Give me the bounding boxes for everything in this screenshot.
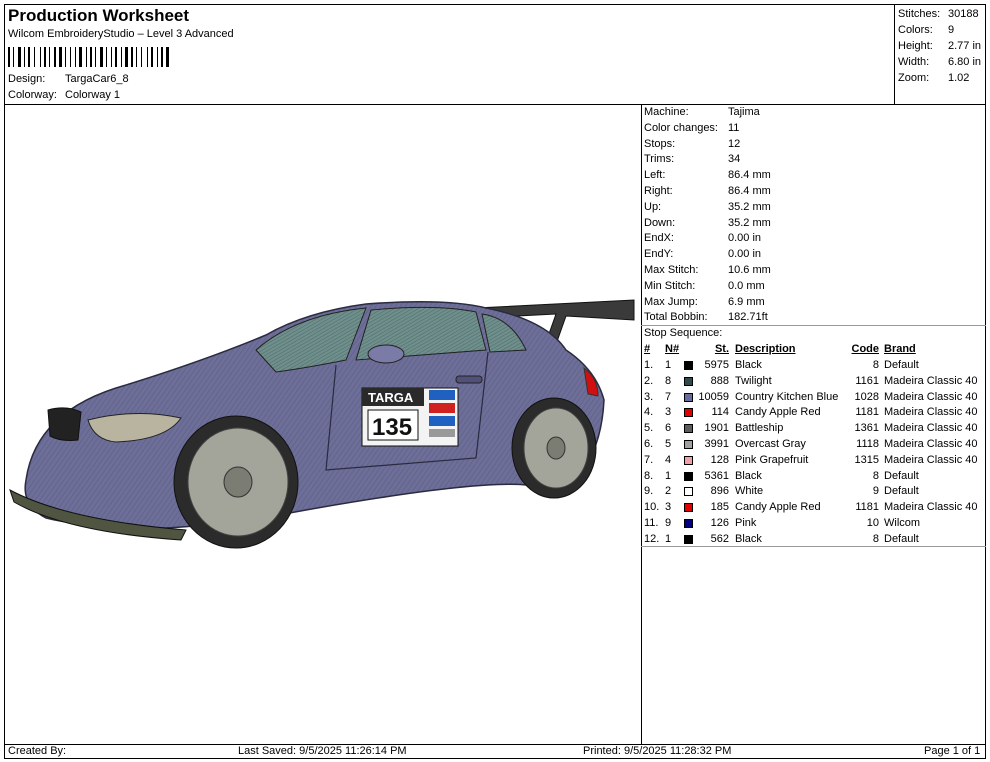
machine-info-label: Min Stitch: <box>644 279 696 292</box>
summary-value: 9 <box>948 24 955 36</box>
software-subtitle: Wilcom EmbroideryStudio – Level 3 Advanced <box>8 28 234 40</box>
cell-n: 8 <box>665 374 672 387</box>
barcode-bar <box>40 47 41 67</box>
color-swatch <box>684 503 693 512</box>
color-swatch <box>684 440 693 449</box>
summary-label: Stitches: <box>898 8 941 20</box>
barcode-bar <box>161 47 163 67</box>
design-label: Design: <box>8 73 46 85</box>
machine-info-label: EndX: <box>644 232 674 245</box>
last-saved: Last Saved: 9/5/2025 11:26:14 PM <box>238 745 407 757</box>
cell-st: 896 <box>710 485 729 498</box>
barcode-bar <box>95 47 96 67</box>
machine-info-label: Total Bobbin: <box>644 311 708 324</box>
cell-brand: Madeira Classic 40 <box>884 422 978 435</box>
cell-code: 1361 <box>854 422 879 435</box>
cell-st: 126 <box>710 517 729 529</box>
cell-brand: Default <box>884 485 919 498</box>
cell-num: 9. <box>644 485 654 498</box>
machine-info-value: 12 <box>728 137 741 150</box>
machine-info-value: 6.9 mm <box>728 295 765 308</box>
colorway-value: Colorway 1 <box>65 89 121 101</box>
machine-info-label: Trims: <box>644 153 675 166</box>
barcode-bar <box>125 47 128 67</box>
cell-n: 9 <box>665 517 672 529</box>
machine-info-label: Down: <box>644 216 676 229</box>
barcode-bar <box>75 47 76 67</box>
cell-num: 10. <box>644 501 660 514</box>
barcode-bar <box>28 47 30 67</box>
cell-brand: Madeira Classic 40 <box>884 501 978 514</box>
cell-num: 1. <box>644 359 654 371</box>
colorway-label: Colorway: <box>8 89 57 101</box>
footer-bar <box>4 744 986 759</box>
cell-num: 11. <box>644 517 659 529</box>
barcode-bar <box>65 47 66 67</box>
cell-brand: Default <box>884 469 919 482</box>
column-header-code: Code <box>851 343 879 355</box>
cell-brand: Madeira Classic 40 <box>884 406 978 419</box>
cell-num: 6. <box>644 438 654 450</box>
cell-brand: Madeira Classic 40 <box>884 390 978 403</box>
cell-description: Twilight <box>735 374 772 387</box>
color-swatch <box>684 361 693 370</box>
cell-brand: Default <box>884 532 919 545</box>
summary-value: 2.77 in <box>948 40 982 52</box>
barcode-bar <box>18 47 21 67</box>
cell-brand: Madeira Classic 40 <box>884 374 978 387</box>
color-swatch <box>684 456 693 465</box>
machine-info-label: Max Stitch: <box>644 264 699 276</box>
color-swatch <box>684 519 693 528</box>
cell-code: 1118 <box>856 438 879 450</box>
machine-info-value: 11 <box>728 121 740 134</box>
barcode-bar <box>106 47 107 67</box>
machine-info-label: Color changes: <box>644 121 718 134</box>
machine-info-value: 86.4 mm <box>728 185 771 197</box>
cell-num: 5. <box>644 422 654 435</box>
cell-brand: Madeira Classic 40 <box>884 453 978 466</box>
summary-label: Zoom: <box>898 72 930 84</box>
cell-description: Pink Grapefruit <box>735 453 809 466</box>
machine-info-label: Up: <box>644 200 662 213</box>
machine-info-value: 0.00 in <box>728 248 762 261</box>
printed-date: Printed: 9/5/2025 11:28:32 PM <box>583 745 732 757</box>
machine-info-value: 35.2 mm <box>728 216 771 229</box>
column-header-description: Description <box>735 343 796 355</box>
barcode-bar <box>157 47 158 67</box>
cell-n: 6 <box>665 422 672 435</box>
targa-text: TARGA <box>368 390 414 405</box>
machine-info-label: Left: <box>644 169 666 182</box>
front-wheel <box>174 416 298 548</box>
cell-num: 2. <box>644 374 654 387</box>
race-decal <box>362 388 458 446</box>
stop-sequence-title: Stop Sequence: <box>644 327 723 339</box>
cell-description: Country Kitchen Blue <box>735 390 839 403</box>
cell-st: 562 <box>710 532 729 545</box>
cell-code: 8 <box>872 532 879 545</box>
barcode-bar <box>141 47 142 67</box>
barcode-bar <box>34 47 35 67</box>
cell-code: 1181 <box>855 501 879 514</box>
cell-code: 1028 <box>854 390 879 403</box>
cell-description: Pink <box>735 517 757 529</box>
barcode-bar <box>13 47 14 67</box>
summary-value: 1.02 <box>948 72 970 84</box>
summary-value: 6.80 in <box>948 56 982 68</box>
machine-info-value: 0.00 in <box>728 232 762 245</box>
column-header-brand: Brand <box>884 343 916 355</box>
machine-info-label: Max Jump: <box>644 295 698 308</box>
cell-st: 185 <box>710 501 729 514</box>
machine-info-label: Machine: <box>644 106 689 118</box>
cell-n: 1 <box>665 359 672 371</box>
cell-st: 5975 <box>704 359 729 371</box>
barcode-bar <box>111 47 112 67</box>
machine-info-value: 35.2 mm <box>728 200 771 213</box>
barcode-bar <box>24 47 25 67</box>
created-by: Created By: <box>8 745 67 757</box>
machine-info-label: Right: <box>644 185 673 197</box>
cell-code: 1315 <box>854 453 879 466</box>
cell-num: 12. <box>644 532 660 545</box>
cell-description: Black <box>735 469 762 482</box>
cell-st: 128 <box>710 453 729 466</box>
cell-description: Overcast Gray <box>735 438 806 450</box>
cell-n: 7 <box>665 390 672 403</box>
color-swatch <box>684 408 693 417</box>
cell-description: Candy Apple Red <box>735 406 821 419</box>
cell-code: 1161 <box>855 374 879 387</box>
machine-info-value: 182.71ft <box>728 311 768 324</box>
machine-info-value: 34 <box>728 153 741 166</box>
color-swatch <box>684 393 693 402</box>
design-value: TargaCar6_8 <box>65 73 129 85</box>
cell-n: 1 <box>665 532 672 545</box>
cell-description: White <box>735 485 764 498</box>
race-number: 135 <box>372 414 413 441</box>
machine-info-value: 10.6 mm <box>728 264 771 276</box>
summary-label: Height: <box>898 40 933 52</box>
cell-st: 3991 <box>704 438 729 450</box>
cell-num: 4. <box>644 406 654 419</box>
cell-n: 5 <box>665 438 672 450</box>
barcode-bar <box>54 47 56 67</box>
column-header-num: # <box>644 343 651 355</box>
barcode-bar <box>90 47 92 67</box>
barcode-bar <box>100 47 103 67</box>
cell-code: 8 <box>872 359 879 371</box>
column-header-n: N# <box>665 343 680 355</box>
barcode-bar <box>86 47 87 67</box>
barcode-bar <box>151 47 153 67</box>
barcode-bar <box>70 47 71 67</box>
cell-st: 888 <box>710 374 729 387</box>
barcode-bar <box>147 47 148 67</box>
cell-brand: Madeira Classic 40 <box>884 438 978 450</box>
cell-code: 1181 <box>855 406 879 419</box>
barcode-bar <box>166 47 169 67</box>
page-title: Production Worksheet <box>8 6 190 25</box>
cell-code: 10 <box>866 517 879 529</box>
barcode-bar <box>121 47 122 67</box>
kidney-grille <box>48 408 81 441</box>
color-swatch <box>684 472 693 481</box>
side-mirror <box>368 345 404 363</box>
color-swatch <box>684 377 693 386</box>
cell-st: 1901 <box>704 422 729 435</box>
color-swatch <box>684 535 693 544</box>
cell-st: 5361 <box>704 469 729 482</box>
cell-code: 9 <box>872 485 879 498</box>
cell-num: 8. <box>644 469 654 482</box>
cell-brand: Wilcom <box>884 517 921 529</box>
barcode-bar <box>49 47 50 67</box>
cell-n: 3 <box>665 501 672 514</box>
barcode <box>8 47 171 67</box>
cell-n: 1 <box>665 469 672 482</box>
rear-wheel <box>512 398 596 498</box>
cell-description: Black <box>735 532 762 545</box>
barcode-bar <box>8 47 10 67</box>
summary-label: Colors: <box>898 24 933 36</box>
barcode-bar <box>136 47 137 67</box>
cell-st: 114 <box>711 406 729 419</box>
cell-brand: Default <box>884 359 919 371</box>
barcode-bar <box>59 47 62 67</box>
summary-label: Width: <box>898 56 930 68</box>
machine-info-value: 0.0 mm <box>728 279 765 292</box>
machine-info-value: 86.4 mm <box>728 169 771 182</box>
cell-code: 8 <box>872 469 879 482</box>
color-swatch <box>684 487 693 496</box>
door-handle <box>456 376 482 383</box>
cell-description: Battleship <box>735 422 784 435</box>
cell-n: 3 <box>665 406 672 419</box>
color-swatch <box>684 424 693 433</box>
machine-info-label: Stops: <box>644 137 676 150</box>
column-header-st: St. <box>714 343 729 355</box>
cell-description: Black <box>735 359 762 371</box>
barcode-bar <box>79 47 82 67</box>
barcode-bar <box>131 47 133 67</box>
cell-n: 2 <box>665 485 672 498</box>
barcode-bar <box>44 47 46 67</box>
page-number: Page 1 of 1 <box>924 745 981 757</box>
machine-info-label: EndY: <box>644 248 674 261</box>
cell-num: 3. <box>644 390 654 403</box>
summary-value: 30188 <box>948 8 979 20</box>
machine-info-value: Tajima <box>728 106 760 118</box>
cell-n: 4 <box>665 453 672 466</box>
sequence-divider <box>641 546 986 547</box>
cell-num: 7. <box>644 453 654 466</box>
cell-description: Candy Apple Red <box>735 501 821 514</box>
car-embroidery-image <box>6 290 640 560</box>
barcode-bar <box>115 47 117 67</box>
cell-st: 10059 <box>698 390 729 403</box>
